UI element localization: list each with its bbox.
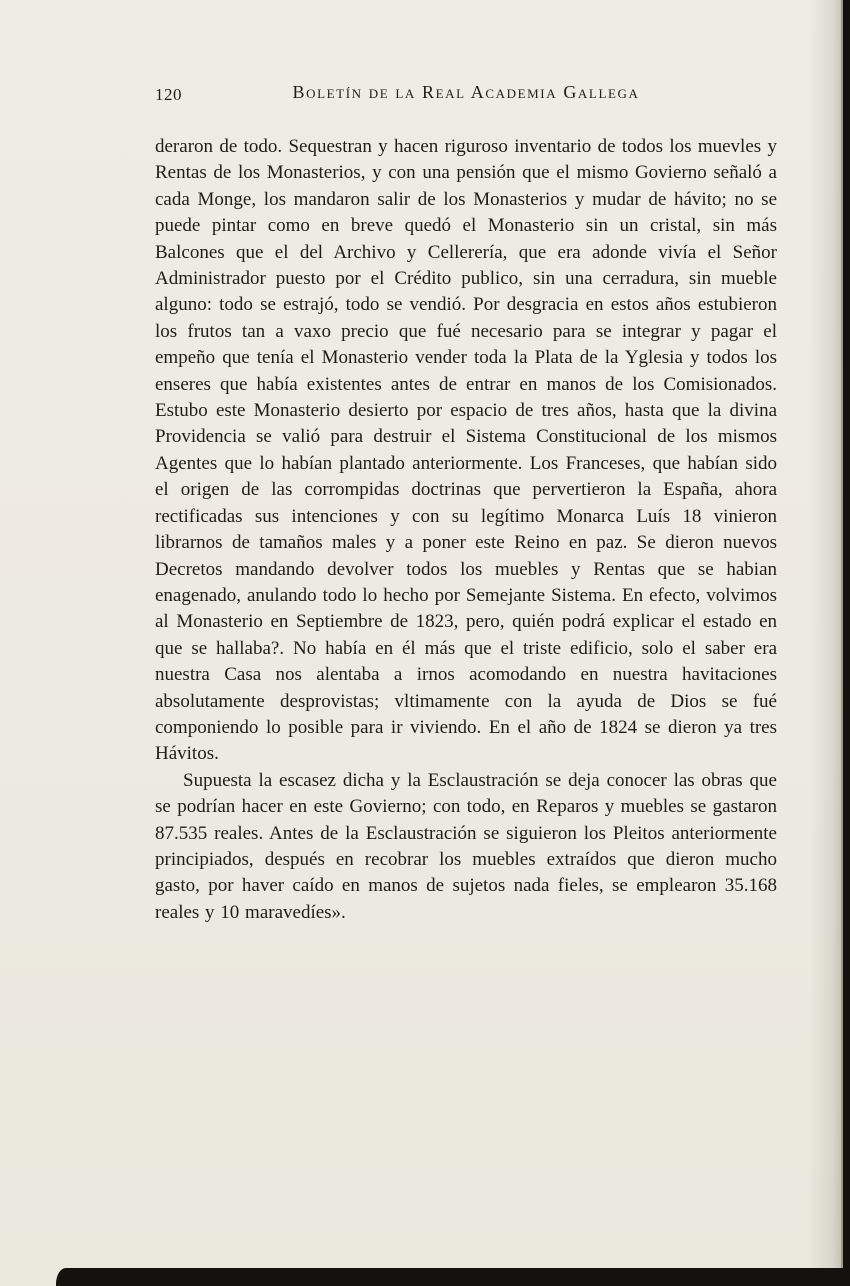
scan-edge-bottom bbox=[56, 1268, 850, 1286]
page-header bbox=[155, 82, 777, 108]
page-number: 120 bbox=[155, 85, 182, 104]
scan-edge-right bbox=[841, 0, 850, 1286]
scan-shadow-right bbox=[809, 0, 843, 1286]
paragraph-continuation: deraron de todo. Sequestran y hacen riguroso inventario de todos los muevles y Rentas de los Monasterios, y con una pensión que el mismo Govierno señaló a cada Monge, los mandaron salir de los Monasterios y mudar de hávito; no se puede pintar como en breve quedó el Monasterio sin un cristal, sin más Balcones que el del Archivo y Cellerería, que era adonde vivía el Señor Administrador puesto por el Crédito publico, sin una cerradura, sin mueble alguno: todo se estrajó, todo se vendió. Por desgracia en estos años estubieron los frutos tan a vaxo precio que fué necesario para se integrar y pagar el empeño que tenía el Monasterio vender toda la Plata de la Yglesia y todos los enseres que había existentes antes de entrar en manos de los Comisionados. Estubo este Monasterio desierto por espacio de tres años, hasta que la divina Providencia se valió para destruir el Sistema Constitucional de los mismos Agentes que lo habían plantado anteriormente. Los Franceses, que habían sido el origen de las corrompidas doctrinas que pervertieron la España, ahora rectificadas sus intenciones y con su legítimo Monarca Luís 18 vinieron librarnos de tamaños males y a poner este Reino en paz. Se dieron nuevos Decretos mandando devolver todos los muebles y Rentas que se habian enagenado, anulando todo lo hecho por Semejante Sistema. En efecto, volvimos al Monasterio en Septiembre de 1823, pero, quién podrá explicar el estado en que se hallaba?. No había en él más que el triste edificio, solo el saber era nuestra Casa nos alentaba a irnos acomodando en nuestra havitaciones absolutamente desprovistas; vltimamente con la ayuda de Dios se fué componiendo lo posible para ir viviendo. En el año de 1824 se dieron ya tres Hávitos. bbox=[155, 136, 777, 765]
journal-title: Boletín de la Real Academia Gallega bbox=[292, 82, 640, 102]
page-body bbox=[155, 134, 777, 926]
paragraph: Supuesta la escasez dicha y la Esclaustración se deja conocer las obras que se podrían hacer en este Govierno; con todo, en Reparos y muebles se gastaron 87.535 reales. Antes de la Esclaustración se siguieron los Pleitos anteriormente principiados, después en recobrar los muebles extraídos que dieron mucho gasto, por haver caído en manos de sujetos nada fieles, se emplearon 35.168 reales y 10 maravedíes». bbox=[155, 769, 777, 923]
